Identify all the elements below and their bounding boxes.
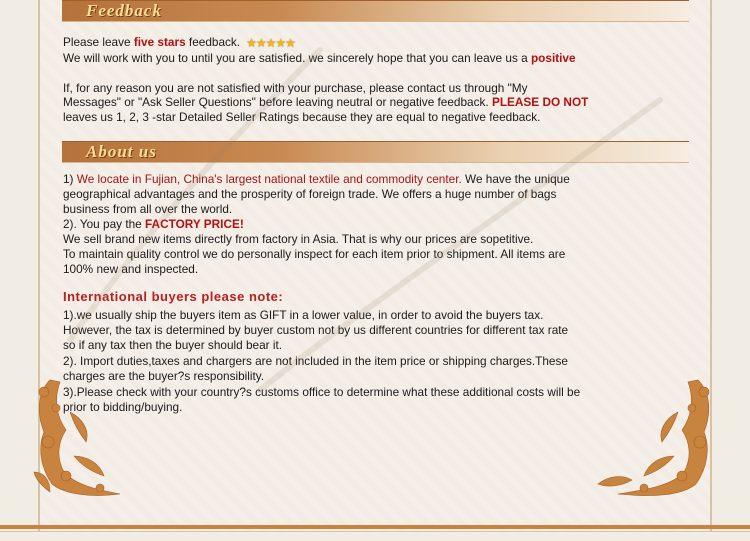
about-location-text: We locate in Fujian, China's largest national textile and commodity center. <box>76 172 462 186</box>
factory-price-text: FACTORY PRICE! <box>145 217 244 231</box>
intl-line-2: However, the tax is determined by buyer custom not by us different countries for different tax rate <box>63 323 569 337</box>
about-line-1-pre: 1) <box>63 172 77 186</box>
about-title: About us <box>86 142 157 161</box>
feedback-line-1-post: feedback. <box>185 35 241 49</box>
five-star-rating-icon: ★★★★★ <box>246 36 295 50</box>
intl-line-7: prior to bidding/buying. <box>63 400 183 414</box>
left-corner-ornament <box>30 372 140 504</box>
intl-line-1: 1).we usually ship the buyers item as GIFT in a lower value, in order to avoid the buyers tax. <box>63 308 544 322</box>
intl-line-4: 2). Import duties,taxes and chargers are not included in the item price or shipping charges.These <box>63 354 568 368</box>
feedback-line-5: leaves us 1, 2, 3 -star Detailed Seller Ratings because they are equal to negative feedback. <box>63 110 541 124</box>
about-line-1-post: We have the unique <box>461 172 570 186</box>
feedback-line-3: If, for any reason you are not satisfied with your purchase, please contact us through "My <box>63 81 528 95</box>
intl-line-3: so if any tax then the buyer should bear it. <box>63 338 283 352</box>
about-line-6: To maintain quality control we do personally inspect for each item prior to shipment. All items are <box>63 247 566 261</box>
feedback-title: Feedback <box>86 1 162 20</box>
about-line-5: We sell brand new items directly from factory in Asia. That is why our prices are sopetitive. <box>63 232 534 246</box>
right-corner-ornament <box>588 372 718 504</box>
please-do-not-text: PLEASE DO NOT <box>491 95 589 109</box>
about-line-7: 100% new and inspected. <box>63 262 199 276</box>
intl-line-6: 3).Please check with your country?s customs office to determine what these additional costs will be <box>63 385 581 399</box>
positive-text: positive <box>530 51 576 65</box>
international-title: International buyers please note: <box>63 289 284 304</box>
five-stars-text: five stars <box>133 35 186 49</box>
feedback-line-2-pre: We will work with you to until you are satisfied. we sincerely hope that you can leave us a <box>63 51 531 65</box>
bottom-frame <box>0 531 750 541</box>
intl-line-5: charges are the buyer?s responsibility. <box>63 369 265 383</box>
about-line-3: business from all over the world. <box>63 202 233 216</box>
about-line-2: geographical advantages and the prosperity of foreign trade. We offers a huge number of bags <box>63 187 557 201</box>
feedback-line-1-pre: Please leave <box>63 35 134 49</box>
bottom-border <box>0 525 750 529</box>
feedback-line-4-pre: Messages" or "Ask Seller Questions" before leaving neutral or negative feedback. <box>63 95 492 109</box>
about-line-4-pre: 2). You pay the <box>63 217 145 231</box>
watermark-graphic <box>60 10 700 410</box>
